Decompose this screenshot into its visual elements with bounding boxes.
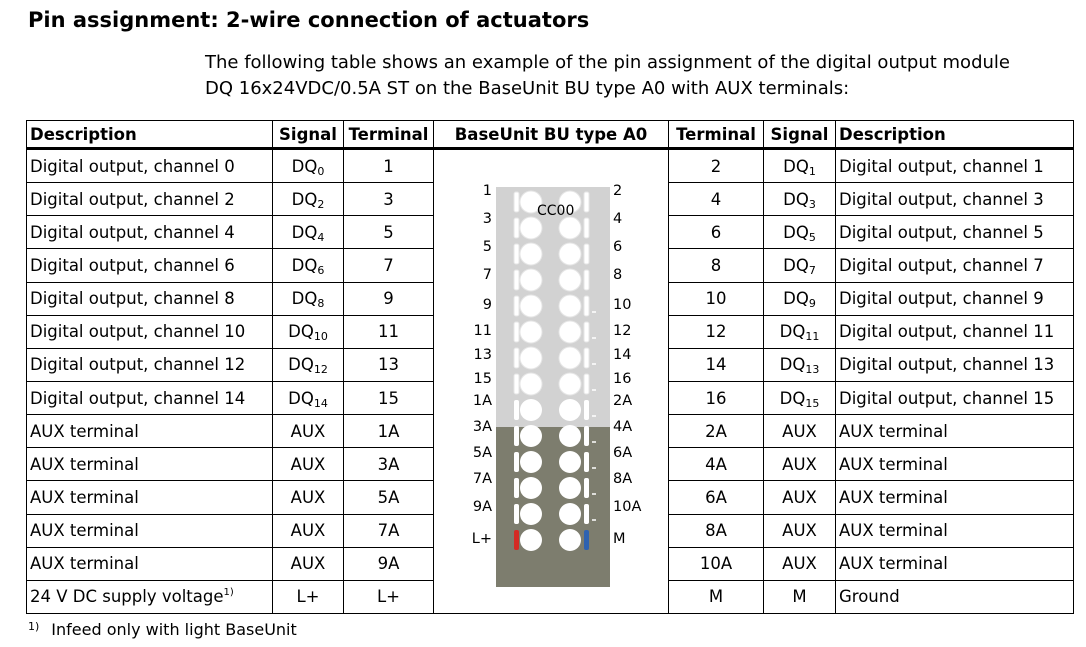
right-terminal — [669, 183, 764, 216]
right-pin-label: 4 — [613, 211, 623, 227]
left-description — [27, 448, 273, 481]
right-pin-label: M — [613, 531, 626, 547]
right-signal — [764, 216, 836, 249]
right-description — [836, 448, 1074, 481]
right-clamp — [584, 348, 589, 368]
right-description — [836, 149, 1074, 183]
left-terminal-hole — [520, 373, 542, 395]
left-pin-label: 13 — [473, 347, 492, 363]
right-terminal-hole — [559, 373, 581, 395]
left-terminal — [344, 547, 434, 580]
left-description — [27, 514, 273, 547]
right-signal-index: 15 — [805, 396, 820, 410]
right-pin-label: 2 — [613, 183, 623, 199]
left-terminal — [344, 415, 434, 448]
left-pin-label: 1A — [472, 393, 492, 409]
right-pin-label: 10 — [613, 297, 632, 313]
right-clamp — [584, 322, 589, 342]
right-description-text: Digital output, channel 9 — [839, 289, 1044, 309]
left-signal-index: 2 — [317, 197, 325, 211]
right-terminal-number: 8A — [705, 521, 727, 541]
left-signal-name: AUX — [290, 554, 326, 574]
left-pin-label: 1 — [482, 183, 492, 199]
right-signal-name: DQ — [783, 289, 809, 309]
left-pin-label: 7 — [482, 267, 492, 283]
left-signal-name: AUX — [290, 454, 326, 474]
left-terminal-number: 1A — [377, 421, 400, 441]
right-description — [836, 415, 1074, 448]
left-description — [27, 282, 273, 315]
right-terminal-hole — [559, 295, 581, 317]
left-clamp — [514, 244, 519, 264]
right-terminal-number: 4A — [705, 454, 727, 474]
left-terminal — [344, 216, 434, 249]
left-terminal-number: 1 — [383, 156, 394, 176]
left-description — [27, 481, 273, 514]
module-label: CC00 — [537, 203, 575, 219]
right-pin-label: 4A — [613, 419, 633, 435]
right-description — [836, 216, 1074, 249]
left-clamp — [514, 452, 519, 472]
left-terminal-hole — [520, 529, 542, 551]
right-signal-name: AUX — [782, 487, 817, 507]
left-clamp — [514, 400, 519, 420]
right-clamp — [584, 478, 589, 498]
left-clamp — [514, 270, 519, 290]
left-clamp — [514, 218, 519, 238]
right-signal — [764, 315, 836, 348]
left-signal — [273, 149, 344, 183]
header-description-right: Description — [836, 121, 1074, 149]
left-signal — [273, 282, 344, 315]
left-description — [27, 315, 273, 348]
left-signal-name: DQ — [291, 222, 318, 242]
right-signal-name: AUX — [782, 521, 817, 541]
left-description-text: AUX terminal — [30, 521, 139, 541]
left-signal — [273, 381, 344, 414]
right-description — [836, 481, 1074, 514]
left-terminal-hole — [520, 321, 542, 343]
right-terminal-number: 8 — [710, 255, 722, 275]
left-signal-name: L+ — [296, 587, 320, 607]
left-description-text: Digital output, channel 10 — [30, 322, 246, 342]
left-pin-label: L+ — [471, 531, 492, 547]
right-pin-label: 10A — [613, 499, 642, 515]
right-terminal — [669, 282, 764, 315]
intro-paragraph — [205, 50, 1010, 102]
header-signal-right: Signal — [764, 121, 836, 149]
right-terminal — [669, 315, 764, 348]
right-clamp — [584, 400, 589, 420]
right-signal-name: DQ — [779, 355, 806, 375]
footnote — [28, 620, 297, 639]
right-clamp — [584, 244, 589, 264]
left-description-text: AUX terminal — [30, 454, 139, 474]
right-signal-name: DQ — [783, 222, 809, 242]
left-signal — [273, 216, 344, 249]
left-signal — [273, 481, 344, 514]
right-terminal — [669, 348, 764, 381]
left-description-text: Digital output, channel 4 — [30, 222, 235, 242]
left-terminal-hole — [520, 425, 542, 447]
left-terminal — [344, 348, 434, 381]
left-terminal-number: 15 — [378, 388, 399, 408]
page-title: Pin assignment: 2-wire connection of actuators — [28, 8, 590, 32]
left-signal — [273, 547, 344, 580]
right-description-text: AUX terminal — [839, 454, 948, 474]
right-clamp — [584, 426, 589, 446]
left-terminal-number: 13 — [378, 355, 399, 375]
right-description-text: Digital output, channel 7 — [839, 255, 1044, 275]
right-terminal — [669, 216, 764, 249]
left-signal — [273, 580, 344, 613]
left-signal — [273, 448, 344, 481]
right-terminal-hole — [559, 217, 581, 239]
right-pin-label: 16 — [613, 371, 632, 387]
left-pin-label: 3 — [482, 211, 492, 227]
header-description-left: Description — [27, 121, 273, 149]
right-description-text: Digital output, channel 5 — [839, 222, 1044, 242]
left-terminal-number: 9 — [383, 289, 394, 309]
baseunit-diagram — [437, 150, 665, 613]
footnote-reference: 1) — [223, 587, 234, 599]
left-description — [27, 183, 273, 216]
right-signal-index: 9 — [808, 297, 816, 311]
left-terminal — [344, 149, 434, 183]
right-pin-label: 12 — [613, 323, 632, 339]
left-signal-index: 14 — [313, 396, 328, 410]
left-clamp — [514, 478, 519, 498]
left-terminal-hole — [520, 503, 542, 525]
right-description — [836, 381, 1074, 414]
right-signal — [764, 415, 836, 448]
right-description — [836, 282, 1074, 315]
left-signal-name: DQ — [291, 156, 318, 176]
table-header-row — [27, 121, 1074, 149]
right-terminal-hole — [559, 269, 581, 291]
right-terminal — [669, 580, 764, 613]
right-terminal-number: 10 — [705, 289, 727, 309]
left-terminal-hole — [520, 295, 542, 317]
right-terminal — [669, 381, 764, 414]
pin-assignment-table — [26, 120, 1074, 614]
right-signal — [764, 448, 836, 481]
left-description — [27, 216, 273, 249]
right-signal-name: DQ — [779, 322, 806, 342]
right-description-text: Ground — [839, 587, 900, 607]
left-signal-index: 8 — [317, 297, 325, 311]
right-description-text: AUX terminal — [839, 521, 948, 541]
left-signal-name: AUX — [290, 421, 326, 441]
right-description-text: Digital output, channel 11 — [839, 322, 1055, 342]
left-terminal-hole — [520, 347, 542, 369]
module-upper-body — [496, 187, 610, 427]
left-signal — [273, 415, 344, 448]
left-description — [27, 249, 273, 282]
left-description — [27, 149, 273, 183]
left-terminal — [344, 514, 434, 547]
right-signal-index: 3 — [808, 197, 816, 211]
left-terminal — [344, 381, 434, 414]
right-signal — [764, 580, 836, 613]
header-terminal-right: Terminal — [669, 121, 764, 149]
left-terminal-number: 5A — [377, 487, 400, 507]
left-description-text: AUX terminal — [30, 554, 139, 574]
right-signal — [764, 282, 836, 315]
right-signal — [764, 481, 836, 514]
left-terminal — [344, 183, 434, 216]
right-signal — [764, 348, 836, 381]
right-signal — [764, 183, 836, 216]
left-terminal-number: 11 — [378, 322, 399, 342]
right-signal-name: AUX — [782, 421, 817, 441]
right-terminal-hole — [559, 243, 581, 265]
left-clamp — [514, 374, 519, 394]
right-terminal — [669, 448, 764, 481]
left-terminal — [344, 282, 434, 315]
left-terminal-hole — [520, 243, 542, 265]
right-signal — [764, 547, 836, 580]
left-terminal-number: 5 — [383, 222, 394, 242]
right-description — [836, 547, 1074, 580]
left-signal-name: DQ — [291, 289, 318, 309]
left-clamp — [514, 192, 519, 212]
right-signal-name: AUX — [782, 554, 817, 574]
right-clamp — [584, 270, 589, 290]
intro-line-2: DQ 16x24VDC/0.5A ST on the BaseUnit BU type A0 with AUX terminals: — [205, 78, 850, 99]
right-description-text: Digital output, channel 1 — [839, 156, 1044, 176]
table-row — [27, 149, 1074, 183]
left-description — [27, 348, 273, 381]
left-pin-label: 5 — [482, 239, 492, 255]
right-terminal — [669, 249, 764, 282]
left-signal-index: 10 — [313, 330, 328, 344]
right-pin-label: 6 — [613, 239, 623, 255]
left-clamp — [514, 530, 519, 550]
right-description — [836, 249, 1074, 282]
left-signal-name: AUX — [290, 521, 326, 541]
right-description — [836, 580, 1074, 613]
right-terminal-hole — [559, 451, 581, 473]
left-signal-name: DQ — [288, 322, 314, 342]
right-terminal-hole — [559, 425, 581, 447]
right-signal-name: DQ — [783, 156, 809, 176]
right-description — [836, 183, 1074, 216]
left-pin-label: 9 — [482, 297, 492, 313]
right-clamp — [584, 296, 589, 316]
right-signal-name: DQ — [779, 388, 806, 408]
right-terminal-number: 6 — [710, 222, 722, 242]
right-description-text: Digital output, channel 3 — [839, 189, 1044, 209]
right-terminal-number: 10A — [699, 554, 733, 574]
left-signal-index: 12 — [313, 363, 328, 377]
footnote-text: Infeed only with light BaseUnit — [51, 620, 297, 639]
module-lower-body — [496, 427, 610, 587]
right-terminal-hole — [559, 399, 581, 421]
left-signal — [273, 315, 344, 348]
left-terminal — [344, 249, 434, 282]
right-clamp — [584, 218, 589, 238]
left-description-text: AUX terminal — [30, 487, 139, 507]
left-description-text: Digital output, channel 6 — [30, 255, 235, 275]
left-pin-label: 3A — [472, 419, 492, 435]
right-terminal-hole — [559, 477, 581, 499]
right-signal-index: 5 — [808, 230, 816, 244]
left-terminal — [344, 315, 434, 348]
right-clamp — [584, 530, 589, 550]
left-description — [27, 580, 273, 613]
left-signal — [273, 183, 344, 216]
left-terminal-hole — [520, 399, 542, 421]
left-signal-index: 6 — [317, 263, 325, 277]
right-description — [836, 348, 1074, 381]
right-description — [836, 514, 1074, 547]
left-description — [27, 415, 273, 448]
left-terminal-number: 9A — [377, 554, 400, 574]
left-description-text: Digital output, channel 14 — [30, 388, 246, 408]
right-signal — [764, 381, 836, 414]
right-signal-index: 7 — [808, 263, 816, 277]
right-terminal-hole — [559, 321, 581, 343]
left-clamp — [514, 322, 519, 342]
left-terminal-hole — [520, 217, 542, 239]
right-description-text: AUX terminal — [839, 554, 948, 574]
left-signal-name: DQ — [288, 388, 314, 408]
right-pin-label: 2A — [613, 393, 633, 409]
baseunit-diagram-cell — [434, 149, 669, 614]
right-signal-index: 1 — [808, 164, 816, 178]
right-description-text: Digital output, channel 15 — [839, 388, 1055, 408]
right-signal — [764, 149, 836, 183]
left-clamp — [514, 426, 519, 446]
footnote-mark: 1) — [28, 620, 40, 633]
right-terminal-number: 12 — [705, 322, 727, 342]
right-terminal-hole — [559, 529, 581, 551]
right-description — [836, 315, 1074, 348]
left-description — [27, 381, 273, 414]
right-terminal-number: 2A — [705, 421, 727, 441]
left-terminal — [344, 448, 434, 481]
left-terminal-number: 3A — [377, 454, 400, 474]
right-signal — [764, 514, 836, 547]
left-description-text: Digital output, channel 0 — [30, 156, 235, 176]
left-description-text: Digital output, channel 2 — [30, 189, 235, 209]
header-terminal-left: Terminal — [344, 121, 434, 149]
right-pin-label: 14 — [613, 347, 632, 363]
left-description-text: 24 V DC supply voltage — [30, 587, 224, 607]
left-signal-name: DQ — [291, 255, 318, 275]
left-clamp — [514, 348, 519, 368]
left-description — [27, 547, 273, 580]
left-signal-name: DQ — [288, 355, 314, 375]
right-signal-name: M — [792, 587, 807, 607]
right-clamp — [584, 452, 589, 472]
right-description-text: AUX terminal — [839, 421, 948, 441]
left-pin-label: 15 — [473, 371, 492, 387]
left-terminal-number: 3 — [383, 189, 394, 209]
right-signal-index: 11 — [805, 330, 820, 344]
right-terminal-number: 6A — [705, 487, 727, 507]
right-terminal-number: 2 — [710, 156, 722, 176]
left-terminal — [344, 481, 434, 514]
header-baseunit: BaseUnit BU type A0 — [434, 121, 669, 149]
left-signal-name: DQ — [291, 189, 318, 209]
right-terminal-hole — [559, 503, 581, 525]
left-signal — [273, 249, 344, 282]
left-signal-index: 0 — [317, 164, 325, 178]
right-terminal-number: 14 — [705, 355, 727, 375]
left-terminal — [344, 580, 434, 613]
left-signal-name: AUX — [290, 487, 326, 507]
right-terminal — [669, 415, 764, 448]
right-terminal-number: M — [708, 587, 724, 607]
left-signal — [273, 514, 344, 547]
left-terminal-number: 7 — [383, 255, 394, 275]
left-terminal-number: L+ — [376, 587, 401, 607]
right-signal-name: DQ — [783, 189, 809, 209]
left-pin-label: 5A — [472, 445, 492, 461]
left-terminal-hole — [520, 269, 542, 291]
right-clamp — [584, 192, 589, 212]
right-terminal — [669, 547, 764, 580]
right-pin-label: 6A — [613, 445, 633, 461]
left-description-text: Digital output, channel 12 — [30, 355, 246, 375]
right-signal-index: 13 — [805, 363, 820, 377]
left-description-text: Digital output, channel 8 — [30, 289, 235, 309]
right-terminal-number: 4 — [710, 189, 722, 209]
left-terminal-number: 7A — [377, 521, 400, 541]
left-clamp — [514, 504, 519, 524]
left-description-text: AUX terminal — [30, 421, 139, 441]
right-signal-name: DQ — [783, 255, 809, 275]
left-pin-label: 7A — [472, 471, 492, 487]
left-terminal-hole — [520, 451, 542, 473]
left-signal-index: 4 — [317, 230, 325, 244]
right-signal — [764, 249, 836, 282]
right-terminal — [669, 149, 764, 183]
right-terminal-hole — [559, 347, 581, 369]
left-clamp — [514, 296, 519, 316]
left-pin-label: 11 — [473, 323, 492, 339]
right-description-text: Digital output, channel 13 — [839, 355, 1055, 375]
left-pin-label: 9A — [472, 499, 492, 515]
right-signal-name: AUX — [782, 454, 817, 474]
left-signal — [273, 348, 344, 381]
right-terminal — [669, 514, 764, 547]
right-terminal — [669, 481, 764, 514]
right-pin-label: 8A — [613, 471, 633, 487]
left-terminal-hole — [520, 477, 542, 499]
right-pin-label: 8 — [613, 267, 623, 283]
right-description-text: AUX terminal — [839, 487, 948, 507]
right-clamp — [584, 504, 589, 524]
right-clamp — [584, 374, 589, 394]
header-signal-left: Signal — [273, 121, 344, 149]
intro-line-1: The following table shows an example of the pin assignment of the digital output module — [205, 52, 1010, 73]
right-terminal-number: 16 — [705, 388, 727, 408]
